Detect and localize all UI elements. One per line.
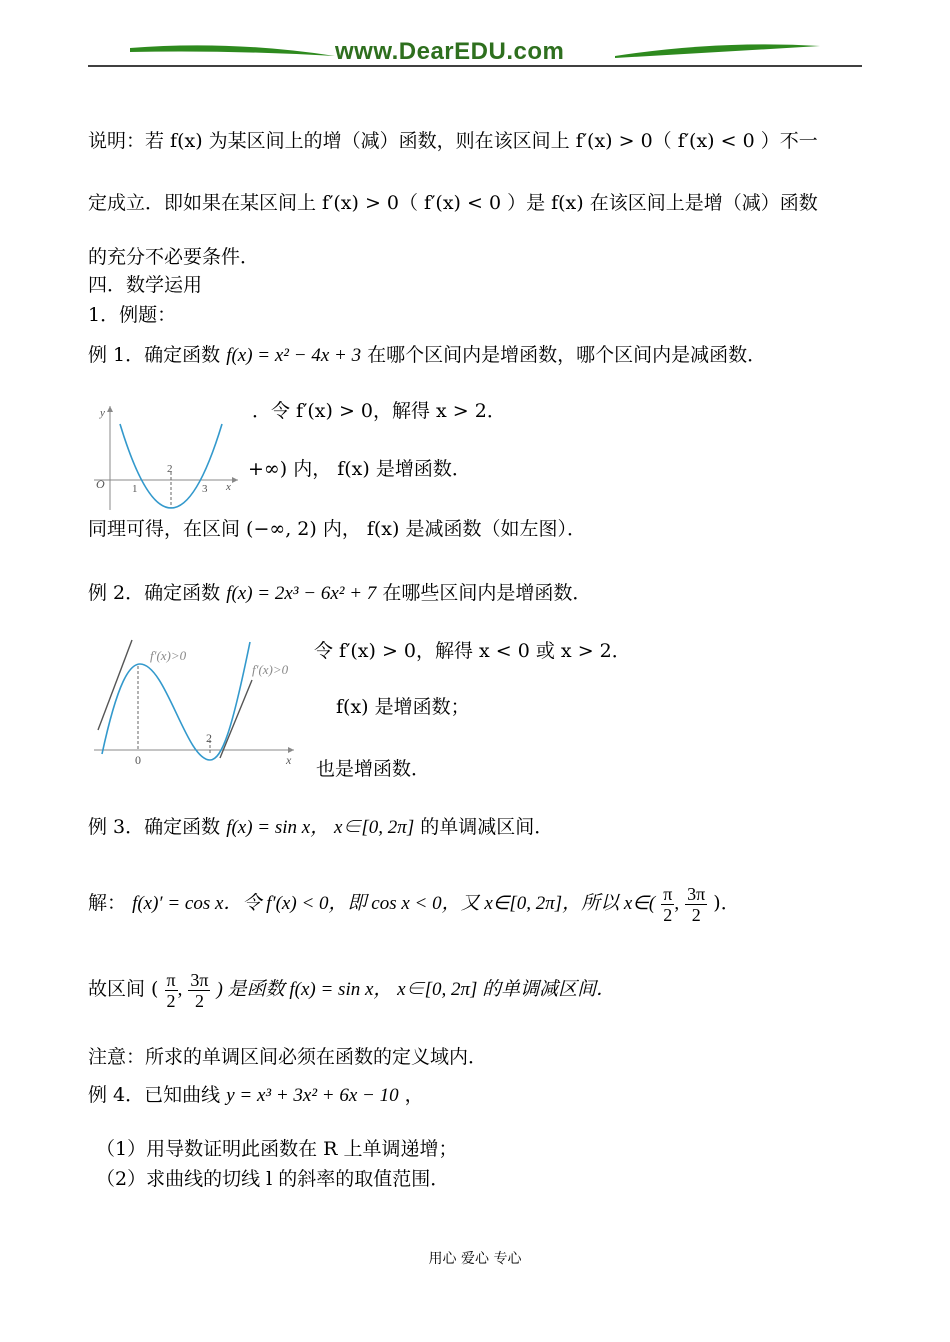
tick-0: 0 xyxy=(135,753,141,767)
origin-label: O xyxy=(96,477,105,491)
derivative-label-left: f′(x)>0 xyxy=(150,648,187,663)
page-footer: 用心 爱心 专心 xyxy=(428,1251,522,1267)
figure-parabola xyxy=(88,392,248,518)
example-2-solution-line-2: f(x) 是增函数； xyxy=(336,696,470,718)
example-4-line xyxy=(88,1082,424,1109)
conclusion-label: 故区间 ( xyxy=(88,978,159,1000)
example-1-solution-line-3: 同理可得，在区间 (−∞, 2) 内， f(x) 是减函数（如左图）． xyxy=(88,518,586,540)
example-3-conclusion-line: 故区间 ( $\frac{\pi}{2}$ , $\frac{3\pi}{2}$ ) 是函数 f(x) = sin x， x∈[0, 2π] 的单调减区间． xyxy=(88,969,616,1011)
section-heading: 四．数学运用 xyxy=(88,274,203,296)
example-3-line xyxy=(88,814,553,841)
note-line: 注意：所求的单调区间必须在函数的定义域内． xyxy=(88,1046,488,1068)
example-3-question: 的单调减区间． xyxy=(420,816,554,838)
fraction-pi-over-2: $\frac{\pi}{2}$ xyxy=(663,883,673,925)
example-1-solution-line-2: +∞) 内， f(x) 是增函数． xyxy=(248,458,471,480)
example-1-line xyxy=(88,342,766,369)
example-1-label: 例 1．确定函数 xyxy=(88,344,221,366)
fraction-3pi-over-2: $\frac{3\pi}{2}$ xyxy=(190,969,209,1011)
example-2-question: 在哪些区间内是增函数． xyxy=(382,582,592,604)
tick-2: 2 xyxy=(167,463,173,475)
text-line-3: 的充分不必要条件． xyxy=(88,246,260,268)
fraction-pi-over-2: $\frac{\pi}{2}$ xyxy=(166,969,176,1011)
example-2-solution-line-1: 令 f′(x) > 0，解得 x < 0 或 x > 2． xyxy=(314,640,631,662)
left-swoosh xyxy=(130,45,335,56)
example-3-formula: f(x) = sin x， x∈[0, 2π] xyxy=(226,817,415,838)
example-2-line xyxy=(88,580,591,607)
tick-1: 1 xyxy=(132,483,138,495)
example-4-part-1: （1）用导数证明此函数在 R 上单调递增； xyxy=(96,1138,458,1160)
site-logo-text: www.DearEDU.com xyxy=(335,38,565,65)
example-1-question: 在哪个区间内是增函数，哪个区间内是减函数． xyxy=(367,344,767,366)
figure-cubic xyxy=(88,630,314,778)
example-3-label: 例 3．确定函数 xyxy=(88,816,221,838)
solution-label: 解： xyxy=(88,892,127,914)
example-1-formula: f(x) = x² − 4x + 3 xyxy=(226,345,362,366)
fraction-3pi-over-2: $\frac{3\pi}{2}$ xyxy=(687,883,706,925)
example-2-solution-line-3: 也是增函数． xyxy=(316,758,431,780)
y-axis-label: y xyxy=(100,407,105,419)
tangent-right xyxy=(220,680,252,758)
example-4-label: 例 4．已知曲线 xyxy=(88,1084,221,1106)
text-line-1: 说明：若 f(x) 为某区间上的增（减）函数，则在该区间上 f′(x) > 0（ f′(x) < 0 ）不一 xyxy=(88,130,818,152)
example-4-part-2: （2）求曲线的切线 l 的斜率的取值范围． xyxy=(96,1168,450,1190)
tick-2: 2 xyxy=(206,731,212,745)
example-2-formula: f(x) = 2x³ − 6x² + 7 xyxy=(226,583,377,604)
conclusion-text: ) 是函数 f(x) = sin x， x∈[0, 2π] 的单调减区间． xyxy=(216,979,616,1000)
example-2-label: 例 2．确定函数 xyxy=(88,582,221,604)
tangent-left xyxy=(98,640,132,730)
derivative-label-right: f′(x)>0 xyxy=(252,662,289,677)
x-axis-label: x xyxy=(226,481,231,493)
subsection-heading: 1．例题： xyxy=(88,304,177,326)
solution-formula: f(x)′ = cos x．令 f′(x) < 0，即 cos x < 0，又 x∈[0, 2π]，所以 x∈( xyxy=(132,893,656,914)
example-3-solution-line: 解： f(x)′ = cos x．令 f′(x) < 0，即 cos x < 0，又 x∈[0, 2π]，所以 x∈( $\frac{\pi}{2}$ , $\frac{3\pi}{2}$ )． xyxy=(88,883,740,925)
example-4-end: ， xyxy=(404,1084,424,1106)
right-swoosh xyxy=(615,44,820,58)
text-line-2: 定成立．即如果在某区间上 f′(x) > 0（ f′(x) < 0 ）是 f(x) 在该区间上是增（减）函数 xyxy=(88,192,818,214)
example-4-formula: y = x³ + 3x² + 6x − 10 xyxy=(226,1085,399,1106)
x-axis-label: x xyxy=(286,753,292,767)
example-1-solution-line-1: ．令 f′(x) > 0，解得 x > 2． xyxy=(252,400,506,422)
tick-3: 3 xyxy=(202,483,208,495)
solution-end: )． xyxy=(713,892,740,914)
